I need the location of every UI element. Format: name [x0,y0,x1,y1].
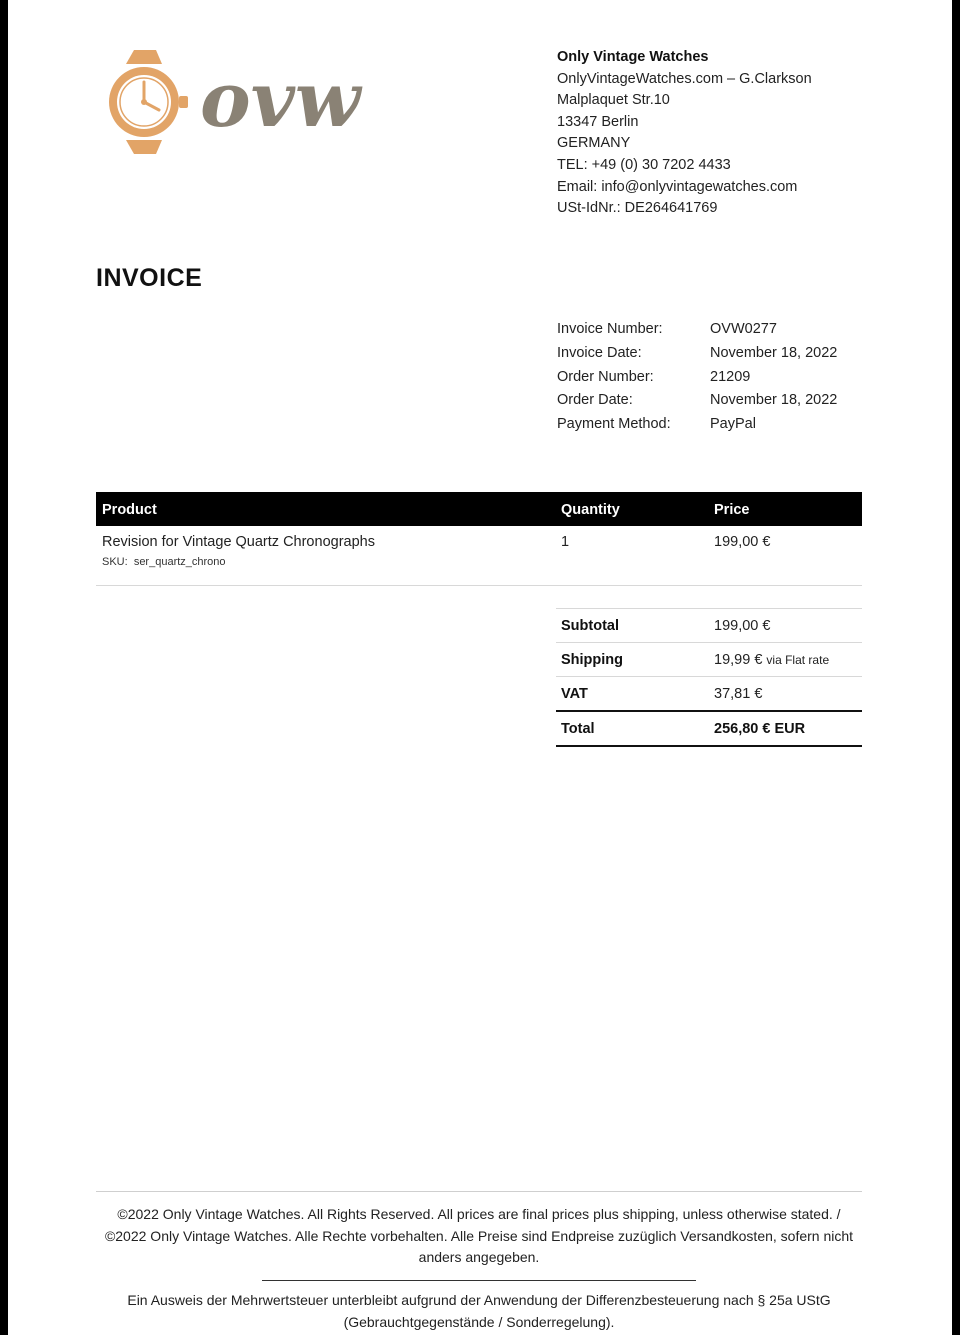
meta-row [557,413,837,437]
meta-label: Order Number: [557,368,654,385]
order-number: 21209 [710,368,751,385]
company-logo [104,44,384,162]
invoice-meta [557,318,837,437]
product-sku [102,556,556,568]
meta-label: Invoice Date: [557,344,642,361]
company-email: Email: info@onlyvintagewatches.com [557,178,798,195]
shipping-row [556,642,862,676]
shipping-value: 19,99 € [714,652,763,668]
vat-label: VAT [561,686,588,702]
sku-label: SKU: [102,556,128,568]
watch-icon [109,50,188,154]
totals-table [556,608,862,747]
total-value: 256,80 € EUR [714,721,806,737]
shipping-method: via Flat rate [766,653,830,667]
meta-row [557,318,837,342]
shipping-label: Shipping [561,652,624,668]
meta-label: Invoice Number: [557,321,663,337]
sku-value: ser_quartz_chrono [133,556,226,568]
table-row [96,526,862,586]
subtotal-value: 199,00 € [714,618,771,634]
company-vat-id: USt-IdNr.: DE264641769 [557,200,718,217]
product-name: Revision for Vintage Quartz Chronographs [102,534,375,550]
vat-row [556,676,862,710]
meta-row [557,342,837,366]
quantity-cell: 1 [561,534,570,550]
company-street: Malplaquet Str.10 [557,92,670,109]
meta-label: Order Date: [557,392,633,409]
header-quantity: Quantity [561,502,620,518]
shipping-value-cell [709,643,862,676]
header-product: Product [102,502,157,518]
subtotal-row [556,608,862,642]
meta-row [557,366,837,390]
order-date: November 18, 2022 [710,392,838,409]
items-table [96,492,862,586]
meta-label: Payment Method: [557,416,671,433]
meta-row [557,389,837,413]
page-title: INVOICE [96,264,203,292]
invoice-date: November 18, 2022 [710,344,838,361]
company-website: OnlyVintageWatches.com – G.Clarkson [557,70,812,87]
vat-notice: Ein Ausweis der Mehrwertsteuer unterbleibt aufgrund der Anwendung der Differenzbesteuerung nach § 25a UStG (Gebrauchtgegenstände / Sonderregelung). [127,1292,831,1330]
company-name: Only Vintage Watches [557,49,709,65]
subtotal-label: Subtotal [561,618,619,634]
invoice-number: OVW0277 [710,321,777,337]
header-price: Price [714,502,750,518]
product-cell [96,526,556,585]
price-cell: 199,00 € [714,534,771,550]
footer [96,1191,862,1333]
company-city: 13347 Berlin [557,113,639,130]
company-address [557,47,812,220]
invoice-page [8,0,952,1335]
vat-value: 37,81 € [714,686,763,702]
company-country: GERMANY [557,135,631,152]
items-table-header [96,492,862,526]
footer-separator: ——————————————————————————————— [262,1270,696,1287]
total-row [556,710,862,747]
copyright-notice: ©2022 Only Vintage Watches. All Rights Reserved. All prices are final prices plus shipping, unless otherwise stated. / ©2022 Only Vintage Watches. Alle Rechte vorbehalten. Alle Preise sind Endpreise zuzüglich Versandkosten, sofern nicht anders angegeben. [104,1206,854,1265]
company-phone: TEL: +49 (0) 30 7202 4433 [557,156,731,173]
total-label: Total [561,721,595,737]
logo-wordmark: ovw [200,55,361,144]
payment-method: PayPal [710,416,756,433]
